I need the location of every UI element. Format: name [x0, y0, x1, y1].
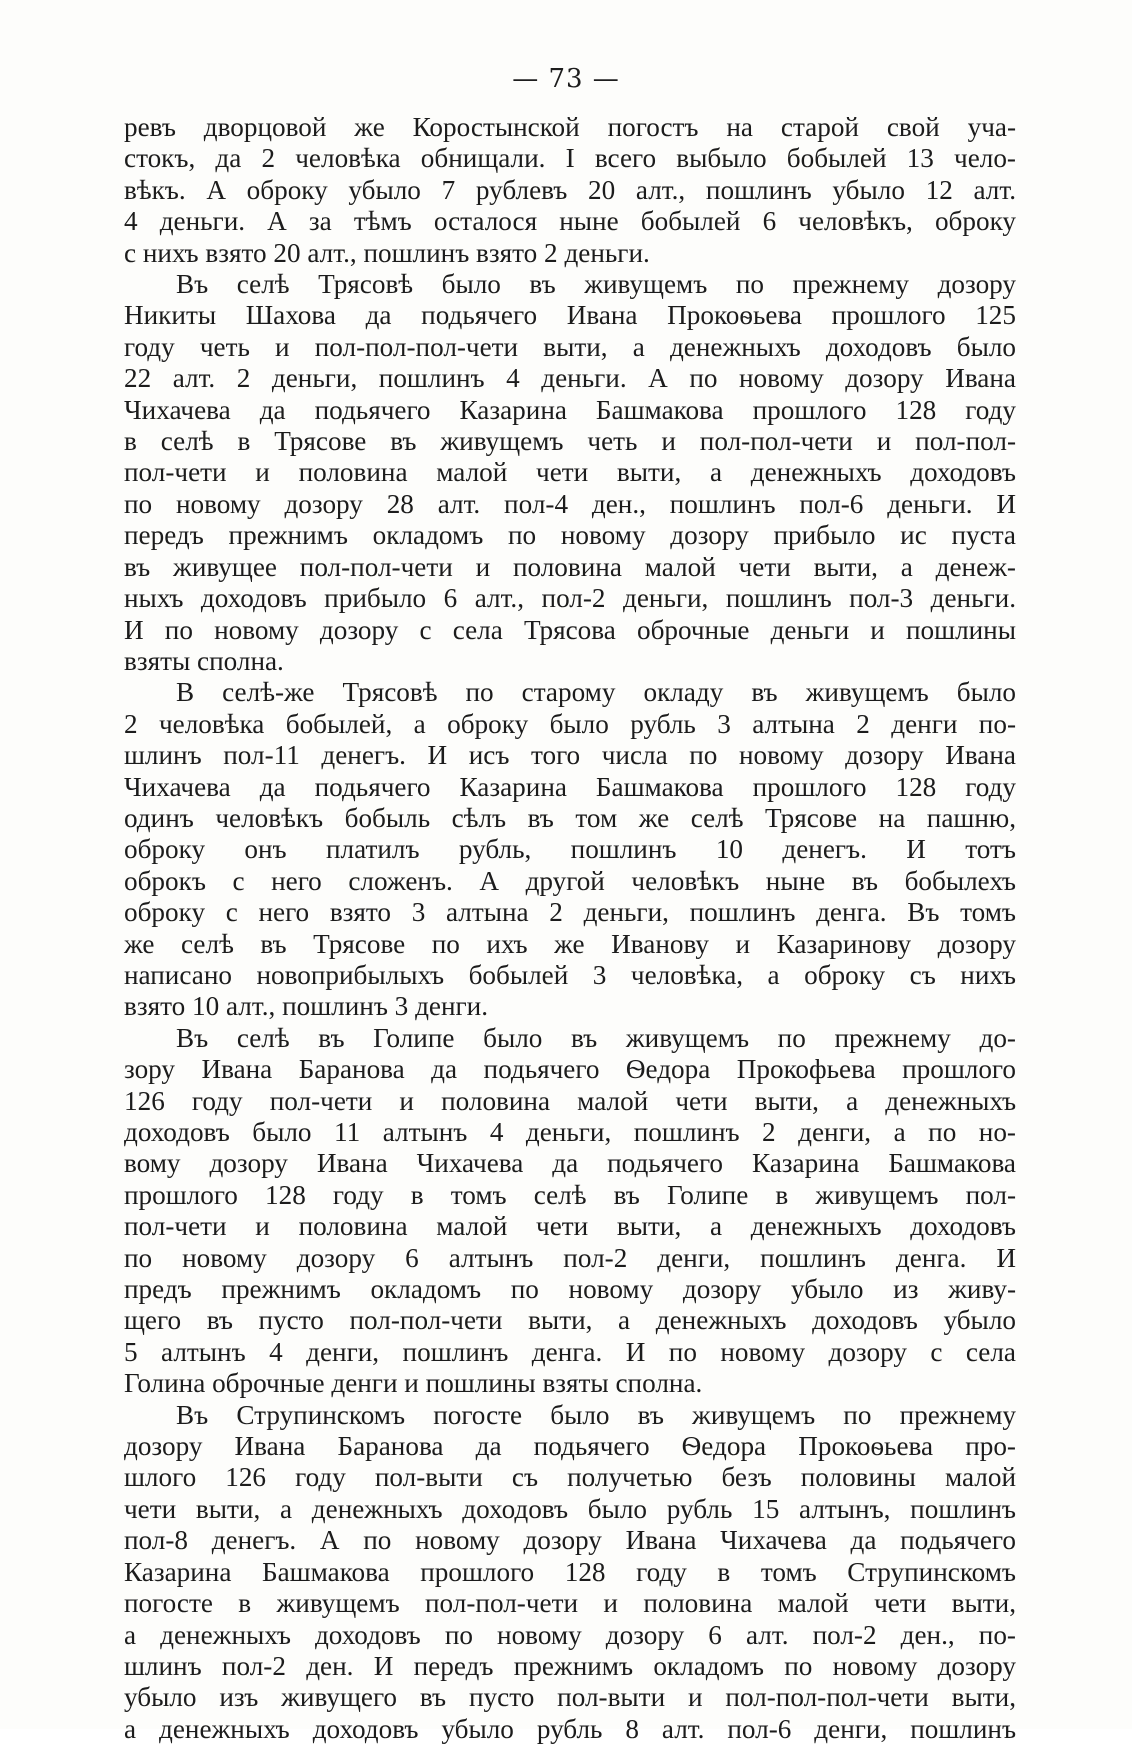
text-line: вому дозору Ивана Чихачева да подьячего Казарина Башмакова: [124, 1148, 1016, 1179]
text-line: Голина оброчные денги и пошлины взяты сполна.: [124, 1368, 703, 1399]
text-line: передъ прежнимъ окладомъ по новому дозору прибыло ис пуста: [124, 520, 1016, 551]
text-line: Въ селѣ въ Голипе было въ живущемъ по прежнему до-: [176, 1022, 1016, 1053]
text-line: прошлого 128 году в томъ селѣ въ Голипе в живущемъ пол-: [124, 1179, 1016, 1210]
text-line: оброку с него взято 3 алтына 2 деньги, пошлинъ денга. Въ томъ: [124, 897, 1016, 928]
text-line: году четь и пол-пол-пол-чети выти, а денежныхъ доходовъ было: [124, 331, 1016, 362]
text-line: по новому дозору 28 алт. пол-4 ден., пошлинъ пол-6 деньги. И: [124, 488, 1016, 519]
text-line: убыло изъ живущего въ пусто пол-выти и пол-пол-пол-чети выти,: [124, 1682, 1016, 1713]
text-line: с нихъ взято 20 алт., пошлинъ взято 2 деньги.: [124, 237, 650, 268]
text-line: взяты сполна.: [124, 645, 284, 676]
text-line: стокъ, да 2 человѣка обнищали. І всего выбыло бобылей 13 чело-: [124, 143, 1016, 174]
text-line: В селѣ-же Трясовѣ по старому окладу въ живущемъ было: [176, 677, 1016, 708]
text-line: въ живущее пол-пол-чети и половина малой чети выти, а денеж-: [124, 551, 1016, 582]
text-line: шлинъ пол-2 ден. И передъ прежнимъ окладомъ по новому дозору: [124, 1650, 1016, 1681]
text-line: а денежныхъ доходовъ убыло рубль 8 алт. пол-6 денги, пошлинъ: [124, 1713, 1016, 1744]
text-line: же селѣ въ Трясове по ихъ же Иванову и Казаринову дозору: [124, 928, 1016, 959]
text-line: оброкъ с него сложенъ. А другой человѣкъ ныне въ бобылехъ: [124, 865, 1016, 896]
text-line: 4 деньги. А за тѣмъ осталося ныне бобылей 6 человѣкъ, оброку: [124, 206, 1016, 237]
text-line: погосте в живущемъ пол-пол-чети и половина малой чети выти,: [124, 1588, 1016, 1619]
text-line: шлинъ пол-11 денегъ. И исъ того числа по новому дозору Ивана: [124, 740, 1016, 771]
text-line: зору Ивана Баранова да подьячего Ѳедора Прокофьева прошлого: [124, 1054, 1016, 1085]
text-line: Въ селѣ Трясовѣ было въ живущемъ по прежнему дозору: [176, 269, 1016, 300]
text-line: Казарина Башмакова прошлого 128 году в томъ Струпинскомъ: [124, 1556, 1016, 1587]
text-line: шлого 126 году пол-выти съ получетью безъ половины малой: [124, 1462, 1016, 1493]
text-line: в селѣ в Трясове въ живущемъ четь и пол-пол-чети и пол-пол-: [124, 426, 1016, 457]
text-line: 126 году пол-чети и половина малой чети выти, а денежныхъ: [124, 1085, 1016, 1116]
text-line: предъ прежнимъ окладомъ по новому дозору убыло из живу-: [124, 1274, 1016, 1305]
text-line: 5 алтынъ 4 денги, пошлинъ денга. И по новому дозору с села: [124, 1336, 1016, 1367]
page-number: — 73 —: [512, 64, 620, 94]
text-line: Чихачева да подьячего Казарина Башмакова прошлого 128 году: [124, 394, 1016, 425]
text-line: по новому дозору 6 алтынъ пол-2 денги, пошлинъ денга. И: [124, 1242, 1016, 1273]
text-line: оброку онъ платилъ рубль, пошлинъ 10 денегъ. И тотъ: [124, 834, 1016, 865]
text-line: взято 10 алт., пошлинъ 3 денги.: [124, 991, 489, 1022]
text-line: дозору Ивана Баранова да подьячего Ѳедора Прокоѳьева про-: [124, 1431, 1016, 1462]
text-line: ныхъ доходовъ прибыло 6 алт., пол-2 деньги, пошлинъ пол-3 деньги.: [124, 583, 1016, 614]
text-line: Въ Струпинскомъ погосте было въ живущемъ по прежнему: [176, 1399, 1016, 1430]
text-line: 22 алт. 2 деньги, пошлинъ 4 деньги. А по новому дозору Ивана: [124, 363, 1016, 394]
text-line: пол-чети и половина малой чети выти, а денежныхъ доходовъ: [124, 1211, 1016, 1242]
text-line: щего въ пусто пол-пол-чети выти, а денежныхъ доходовъ убыло: [124, 1305, 1016, 1336]
text-line: Чихачева да подьячего Казарина Башмакова прошлого 128 году: [124, 771, 1016, 802]
text-line: вѣкъ. А оброку убыло 7 рублевъ 20 алт., пошлинъ убыло 12 алт.: [124, 174, 1016, 205]
text-line: доходовъ было 11 алтынъ 4 деньги, пошлинъ 2 денги, а по но-: [124, 1117, 1016, 1147]
text-line: чети выти, а денежныхъ доходовъ было рубль 15 алтынъ, пошлинъ: [124, 1493, 1016, 1524]
text-line: 2 человѣка бобылей, а оброку было рубль 3 алтына 2 денги по-: [124, 708, 1016, 739]
text-line: одинъ человѣкъ бобыль сѣлъ въ том же селѣ Трясове на пашню,: [124, 802, 1016, 833]
text-line: написано новоприбылыхъ бобылей 3 человѣка, а оброку съ нихъ: [124, 959, 1016, 990]
text-line: пол-чети и половина малой чети выти, а денежныхъ доходовъ: [124, 457, 1016, 488]
text-line: пол-8 денегъ. А по новому дозору Ивана Чихачева да подьячего: [124, 1525, 1016, 1556]
document-text: [124, 112, 1016, 1745]
text-line: И по новому дозору с села Трясова оброчные деньги и пошлины: [124, 614, 1016, 645]
text-line: Никиты Шахова да подьячего Ивана Прокоѳьева прошлого 125: [124, 300, 1016, 331]
text-line: ревъ дворцовой же Коростынской погостъ на старой свой уча-: [124, 112, 1016, 142]
text-line: а денежныхъ доходовъ по новому дозору 6 алт. пол-2 ден., по-: [124, 1619, 1016, 1650]
